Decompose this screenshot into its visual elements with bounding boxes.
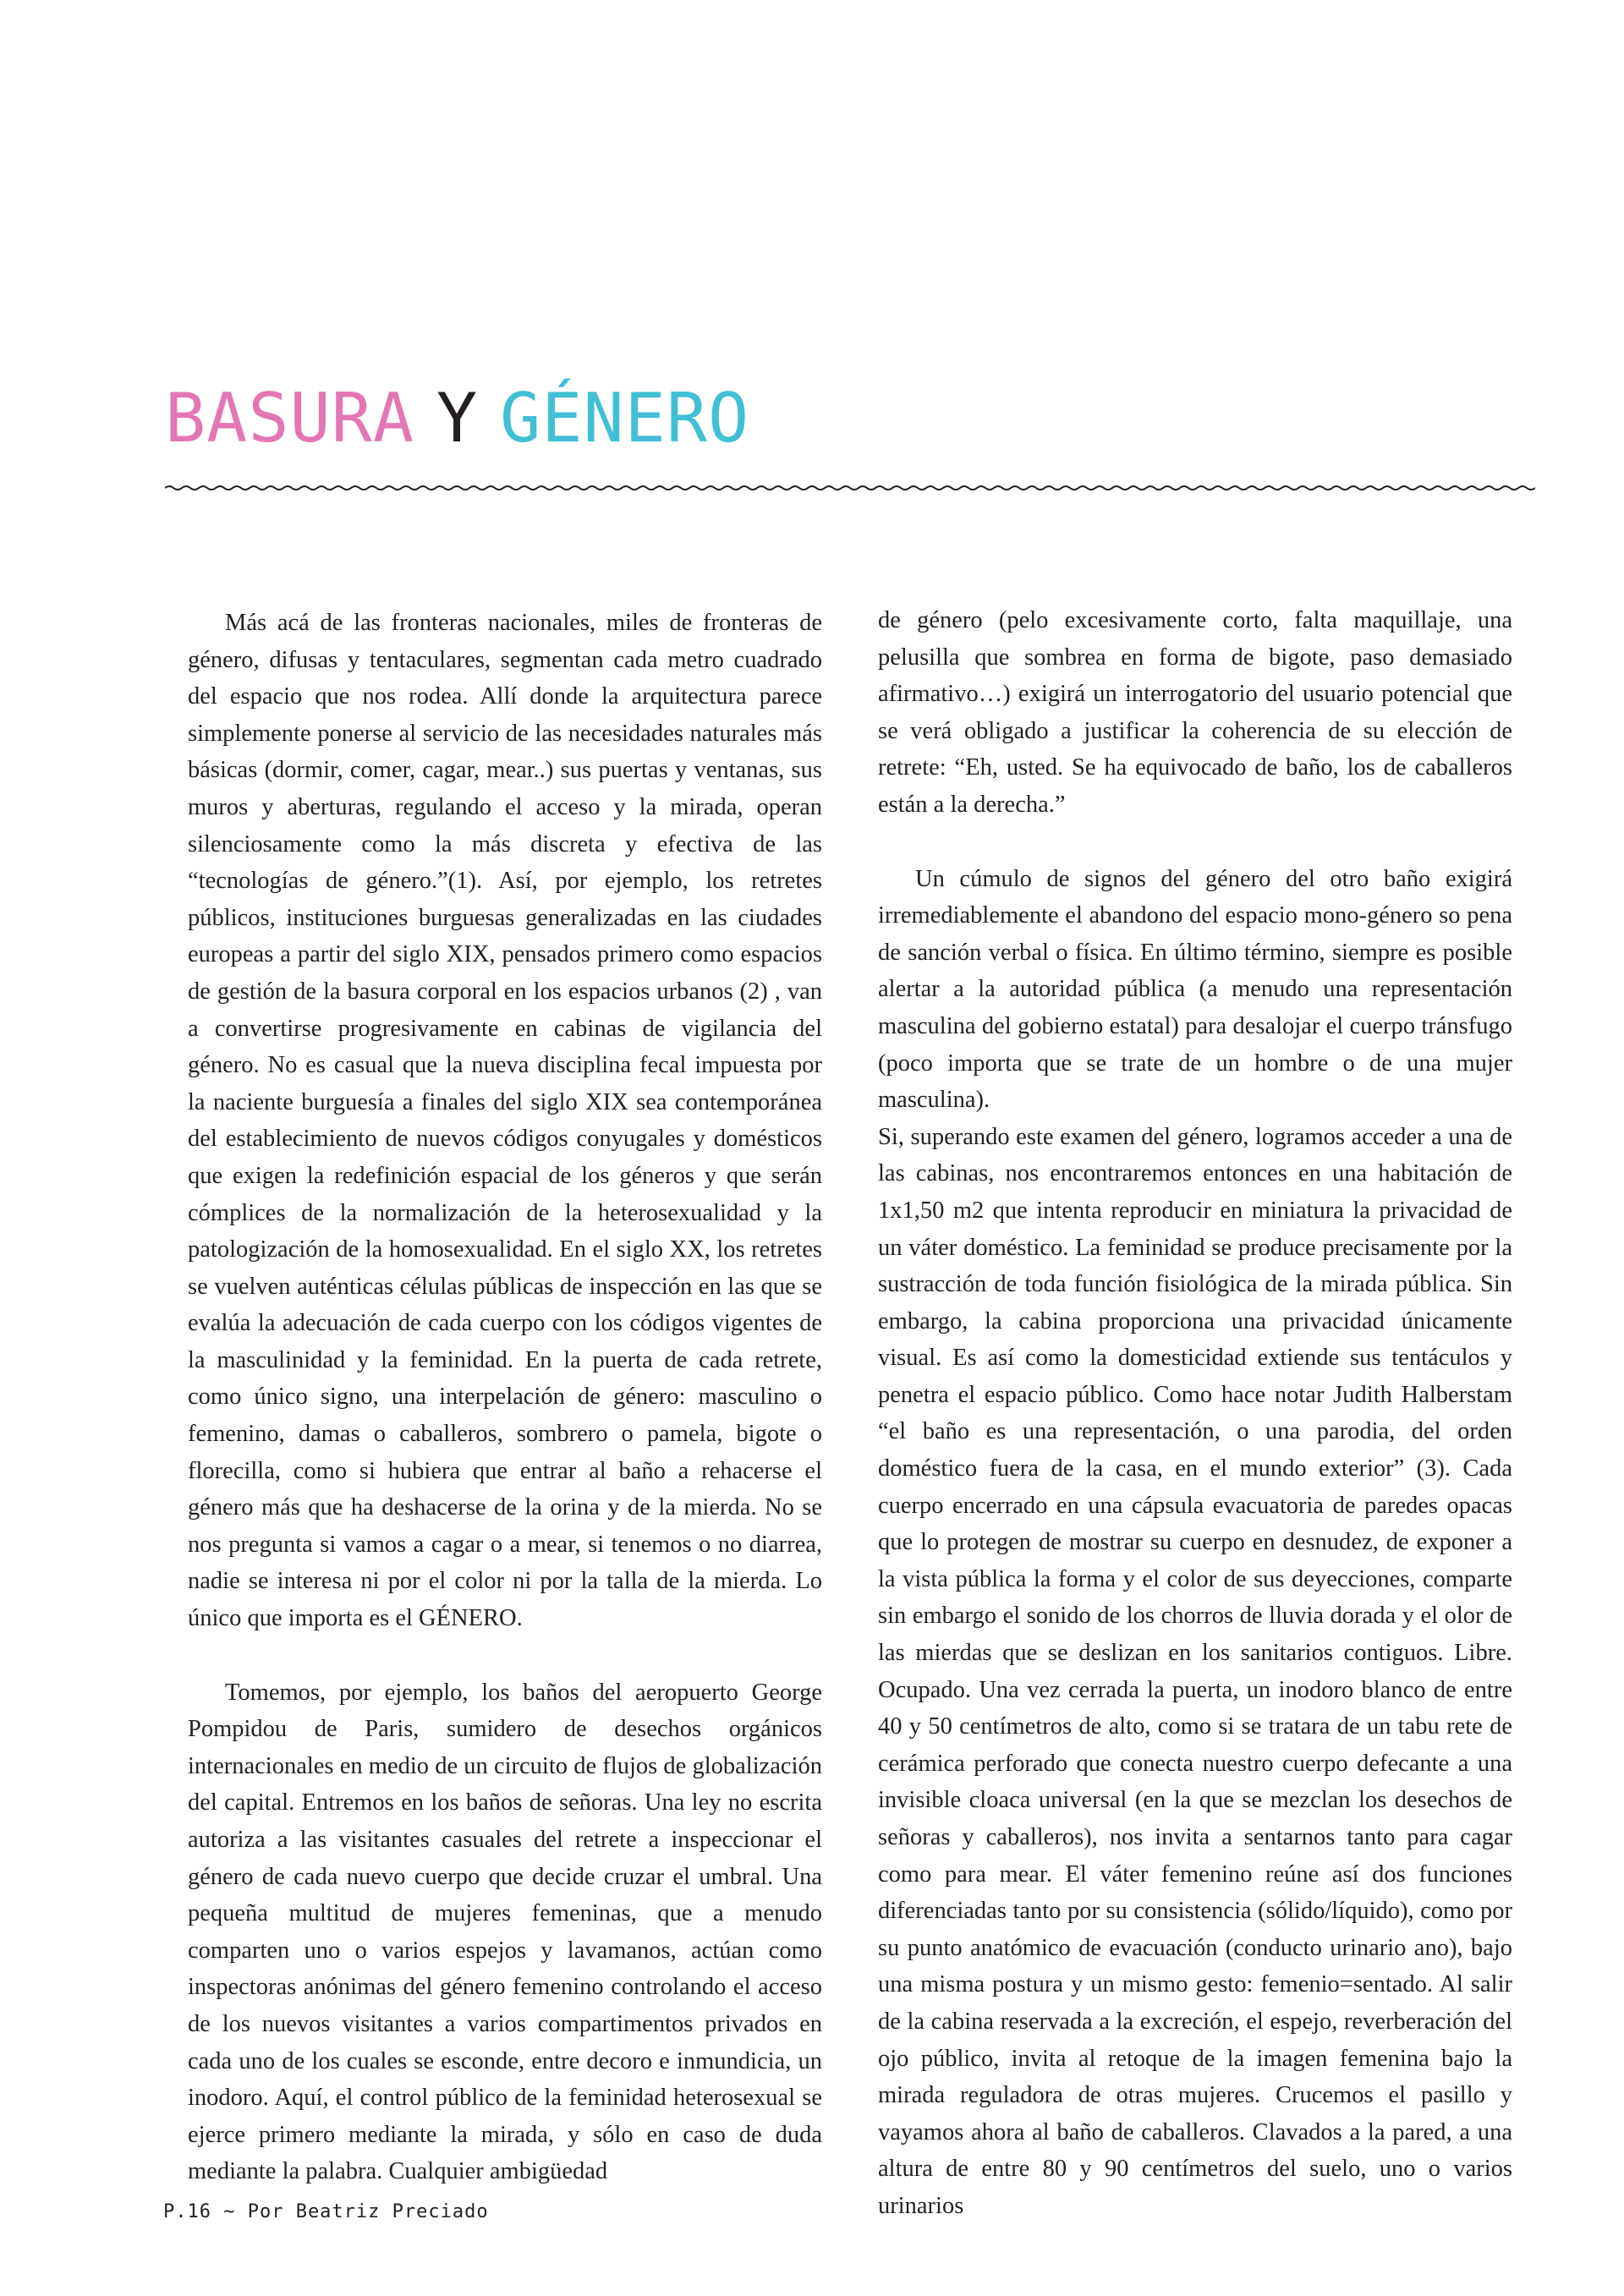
paragraph-cumulo: Un cúmulo de signos del género del otro baño exigirá irremediablemente el abandono del espacio mono-género so pena de sanción verbal o física. En último término, siempre es posible alertar a la autoridad pública (a menudo una representación masculina del gobierno estatal) para desalojar el cuerpo tránsfugo (poco importa que se trate de un hombre o de una mujer masculina).	[878, 865, 1512, 1114]
wavy-divider	[165, 479, 1535, 497]
page-footer: P.16 ~ Por Beatriz Preciado	[163, 2201, 489, 2222]
title-word-genero: GÉNERO	[500, 379, 750, 458]
article-column-left	[188, 605, 822, 2190]
paragraph-cabinas: Si, superando este examen del género, logramos acceder a una de las cabinas, nos encontraremos entonces en una habitación de 1x1,50 m2 que intenta reproducir en miniatura la privacidad de un váter doméstico. La feminidad se produce precisamente por la sustracción de toda función fisiológica de la mirada pública. Sin embargo, la cabina proporciona una privacidad únicamente visual. Es así como la domesticidad extiende sus tentáculos y penetra el espacio público. Como hace notar Judith Halberstam “el baño es una representación, o una parodia, del orden doméstico fuera de la casa, en el mundo exterior” (3). Cada cuerpo encerrado en una cápsula evacuatoria de paredes opacas que lo protegen de mostrar su cuerpo en desnudez, de exponer a la vista pública la forma y el color de sus deyecciones, comparte sin embargo el sonido de los chorros de lluvia dorada y el olor de las mierdas que se deslizan en los sanitarios contiguos. Libre. Ocupado. Una vez cerrada la puerta, un inodoro blanco de entre 40 y 50 centímetros de alto, como si se tratara de un tabu rete de cerámica perforado que conecta nuestro cuerpo defecante a una invisible cloaca universal (en la que se mezclan los desechos de señoras y caballeros), nos invita a sentarnos tanto para cagar como para mear. El váter femenino reúne así dos funciones diferenciadas tanto por su consistencia (sólido/líquido), como por su punto anatómico de evacuación (conducto urinario ano), bajo una misma postura y un mismo gesto: femenio=sentado. Al salir de la cabina reservada a la excreción, el espejo, reverberación del ojo público, invita al retoque de la imagen femenina bajo la mirada reguladora de otras mujeres. Crucemos el pasillo y vayamos ahora al baño de caballeros. Clavados a la pared, a una altura de entre 80 y 90 centímetros del suelo, uno o varios urinarios	[878, 1123, 1512, 2219]
paragraph-fronteras: Más acá de las fronteras nacionales, miles de fronteras de género, difusas y tentaculares, segmentan cada metro cuadrado del espacio que nos rodea. Allí donde la arquitectura parece simplemente ponerse al servicio de las necesidades naturales más básicas (dormir, comer, cagar, mear..) sus puertas y ventanas, sus muros y aberturas, regulando el acceso y la mirada, operan silenciosamente como la más discreta y efectiva de las “tecnologías de género.”(1). Así, por ejemplo, los retretes públicos, instituciones burguesas generalizadas en las ciudades europeas a partir del siglo XIX, pensados primero como espacios de gestión de la basura corporal en los espacios urbanos (2) , van a convertirse progresivamente en cabinas de vigilancia del género. No es casual que la nueva disciplina fecal impuesta por la naciente burguesía a finales del siglo XIX sea contemporánea del establecimiento de nuevos códigos conyugales y domésticos que exigen la redefinición espacial de los géneros y que serán cómplices de la normalización de la heterosexualidad y la patologización de la homosexualidad. En el siglo XX, los retretes se vuelven auténticas células públicas de inspección en las que se evalúa la adecuación de cada cuerpo con los códigos vigentes de la masculinidad y la feminidad. En la puerta de cada retrete, como único signo, una interpelación de género: masculino o femenino, damas o caballeros, sombrero o pamela, bigote o florecilla, como si hubiera que entrar al baño a rehacerse el género más que ha deshacerse de la orina y de la mierda. No se nos pregunta si vamos a cagar o a mear, si tenemos o no diarrea, nadie se interesa ni por el color ni por la talla de la mierda. Lo único que importa es el GÉNERO.	[188, 610, 822, 1632]
paragraph-ambiguedad: de género (pelo excesivamente corto, falta maquillaje, una pelusilla que sombrea en forma de bigote, paso demasiado afirmativo…) exigirá un interrogatorio del usuario potencial que se verá obligado a justificar la coherencia de su elección de retrete: “Eh, usted. Se ha equivocado de baño, los de caballeros están a la derecha.”	[878, 607, 1512, 818]
page-title	[165, 372, 749, 465]
paragraph-aeropuerto: Tomemos, por ejemplo, los baños del aeropuerto George Pompidou de Paris, sumidero de desechos orgánicos internacionales en medio de un circuito de flujos de globalización del capital. Entremos en los baños de señoras. Una ley no escrita autoriza a las visitantes casuales del retrete a inspeccionar el género de cada nuevo cuerpo que decide cruzar el umbral. Una pequeña multitud de mujeres femeninas, que a menudo comparten uno o varios espejos y lavamanos, actúan como inspectoras anónimas del género femenino controlando el acceso de los nuevos visitantes a varios compartimentos privados en cada uno de los cuales se esconde, entre decoro e inmundicia, un inodoro. Aquí, el control público de la feminidad heterosexual se ejerce primero mediante la mirada, y sólo en caso de duda mediante la palabra. Cualquier ambigüedad	[188, 1679, 822, 2185]
article-column-right	[878, 602, 1512, 2225]
title-word-basura: BASURA	[165, 379, 414, 458]
title-word-y: Y	[436, 379, 479, 458]
